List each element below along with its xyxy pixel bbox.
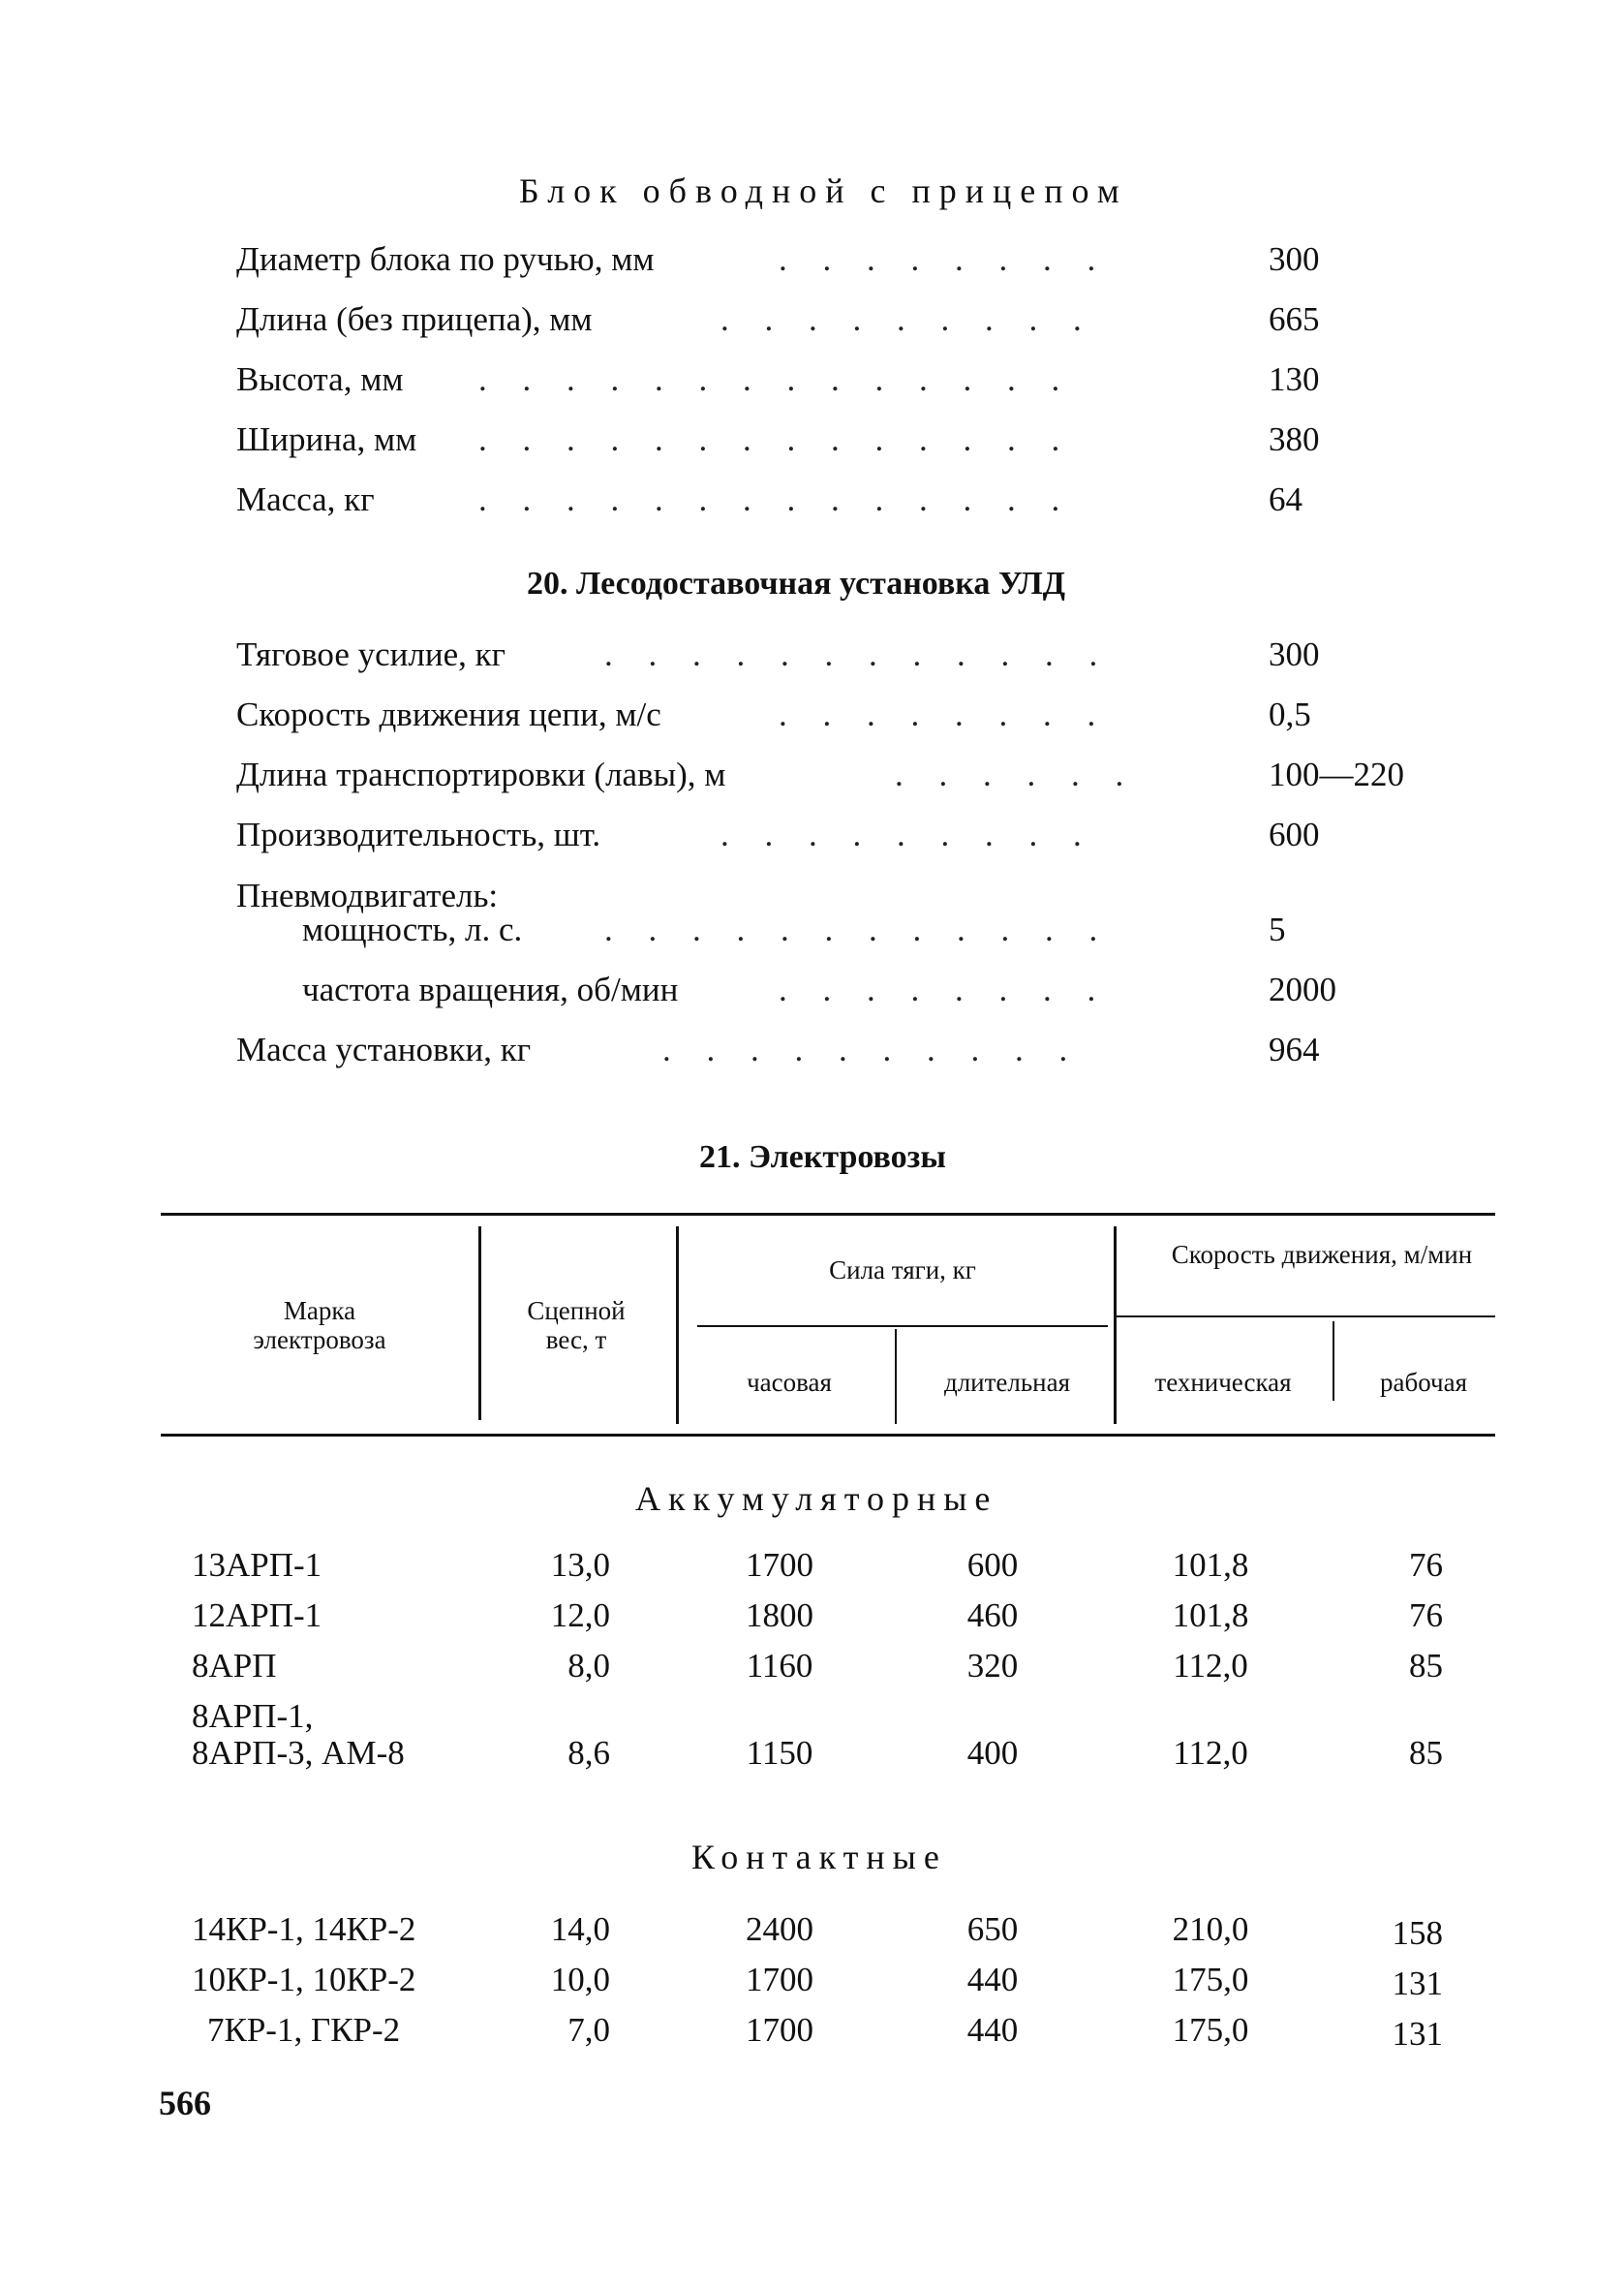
spec-label: Высота, мм [236,360,404,398]
cell-brand: 7КР-1, ГКР-2 [207,2011,401,2049]
spec-label: мощность, л. с. [302,911,523,948]
spec-label: Ширина, мм [236,420,417,458]
spec-row [236,240,1320,283]
cell-hourly: 1700 [746,1546,813,1584]
spec-label: Масса установки, кг [236,1031,532,1068]
group-title: Аккумуляторные [635,1479,998,1518]
spec-row [236,635,1320,678]
spec-row [236,360,1320,403]
cell-work: 131 [1392,2015,1443,2053]
table-top-rule [161,1213,1495,1216]
cell-long: 440 [966,1961,1019,1998]
cell-brand: 12АРП-1 [192,1596,322,1634]
cell-hourly: 1700 [746,1961,813,1998]
header-speed-tech: техническая [1154,1368,1292,1397]
spec-value: 964 [1269,1031,1320,1068]
cell-work: 131 [1392,1964,1443,2002]
cell-tech: 101,8 [1172,1546,1249,1584]
traction-subheader-rule [697,1325,1108,1327]
cell-work: 158 [1392,1914,1443,1952]
spec-value: 665 [1269,300,1320,338]
spec-value: 130 [1269,360,1320,398]
header-traction-hourly: часовая [747,1368,832,1397]
cell-brand: 14КР-1, 14КР-2 [192,1910,416,1948]
leader-dots: . . . . . . [895,756,1138,793]
cell-tech: 175,0 [1172,2011,1249,2049]
cell-long: 320 [966,1647,1019,1685]
spec-row [236,1031,1320,1073]
header-speed-work: рабочая [1379,1368,1467,1397]
leader-dots: . . . . . . . . . . . . [604,635,1112,673]
cell-tech: 101,8 [1172,1596,1249,1634]
cell-weight: 10,0 [550,1961,610,1998]
spec-value: 300 [1269,240,1320,278]
spec-row [236,480,1302,523]
speed-subheader-rule [1116,1315,1495,1317]
leader-dots: . . . . . . . . . . . . . . [478,480,1074,518]
spec-value: 64 [1269,480,1302,518]
spec-row [236,420,1320,463]
header-traction-long: длительная [943,1368,1071,1397]
leader-dots: . . . . . . . . [779,696,1110,733]
spec-label: Масса, кг [236,480,375,518]
spec-value: 0,5 [1269,696,1311,733]
header-divider [676,1226,679,1424]
cell-tech: 112,0 [1173,1734,1248,1772]
cell-hourly: 1700 [746,2011,813,2049]
spec-row [236,971,1336,1013]
cell-long: 400 [966,1734,1019,1772]
leader-dots: . . . . . . . . . . . . . . [478,360,1074,398]
header-divider [478,1226,481,1420]
leader-dots: . . . . . . . . . [720,300,1095,338]
cell-hourly: 1800 [746,1596,813,1634]
cell-hourly: 2400 [746,1910,813,1948]
spec-value: 100—220 [1269,756,1404,793]
motor-heading: Пневмодвигатель: [236,877,499,914]
spec-label: Скорость движения цепи, м/с [236,696,661,733]
cell-tech: 112,0 [1173,1647,1248,1685]
header-speed: Скорость движения, м/мин [1171,1240,1473,1269]
spec-label: Длина (без прицепа), мм [236,300,593,338]
page-number: 566 [159,2084,211,2122]
leader-dots: . . . . . . . . . . . . [604,911,1112,948]
spec-label: Диаметр блока по ручью, мм [236,240,655,278]
uld-section-title: 20. Лесодоставочная установка УЛД [527,566,1066,602]
group-title: Контактные [691,1838,947,1876]
cell-brand: 10КР-1, 10КР-2 [192,1961,416,1998]
cell-weight: 14,0 [550,1910,610,1948]
leader-dots: . . . . . . . . . [720,816,1095,853]
spec-value: 380 [1269,420,1320,458]
spec-value: 2000 [1269,971,1336,1008]
cell-tech: 210,0 [1172,1910,1249,1948]
cell-brand: 8АРП [192,1647,277,1685]
cell-long: 440 [966,2011,1019,2049]
spec-label: частота вращения, об/мин [302,971,679,1008]
cell-hourly: 1160 [746,1647,813,1685]
loco-section-title: 21. Электровозы [699,1139,946,1175]
spec-value: 600 [1269,816,1320,853]
spec-label: Длина транспортировки (лавы), м [236,756,726,793]
block-section-title: Блок обводной с прицепом [519,171,1128,210]
cell-work: 85 [1409,1734,1443,1772]
cell-long: 600 [966,1546,1019,1584]
header-weight: Сцепной вес, т [527,1296,626,1354]
cell-tech: 175,0 [1172,1961,1249,1998]
table-header-bottom-rule [161,1434,1495,1437]
spec-value: 5 [1269,911,1286,948]
cell-weight: 7,0 [567,2011,610,2049]
spec-row [236,756,1404,798]
spec-row [236,300,1320,343]
spec-row [236,696,1311,738]
leader-dots: . . . . . . . . [779,971,1110,1008]
cell-work: 85 [1409,1647,1443,1685]
leader-dots: . . . . . . . . . . . . . . [478,420,1074,458]
header-subdivider [895,1329,897,1424]
leader-dots: . . . . . . . . . . [662,1031,1082,1068]
header-brand: Марка электровоза [253,1296,386,1354]
cell-brand-cont: 8АРП-3, АМ-8 [192,1734,405,1772]
cell-brand: 8АРП-1, [192,1697,314,1735]
spec-row [236,816,1320,858]
cell-work: 76 [1409,1546,1443,1584]
header-subdivider [1333,1321,1334,1401]
cell-hourly: 1150 [746,1734,813,1772]
cell-brand: 13АРП-1 [192,1546,322,1584]
cell-work: 76 [1409,1596,1443,1634]
leader-dots: . . . . . . . . [779,240,1110,278]
cell-long: 650 [966,1910,1019,1948]
spec-label: Тяговое усилие, кг [236,635,506,673]
cell-weight: 8,6 [567,1734,610,1772]
header-traction: Сила тяги, кг [829,1255,976,1284]
spec-value: 300 [1269,635,1320,673]
spec-row [236,911,1286,953]
cell-weight: 13,0 [550,1546,610,1584]
cell-weight: 12,0 [550,1596,610,1634]
spec-label: Производительность, шт. [236,816,601,853]
cell-weight: 8,0 [567,1647,610,1685]
cell-long: 460 [966,1596,1019,1634]
